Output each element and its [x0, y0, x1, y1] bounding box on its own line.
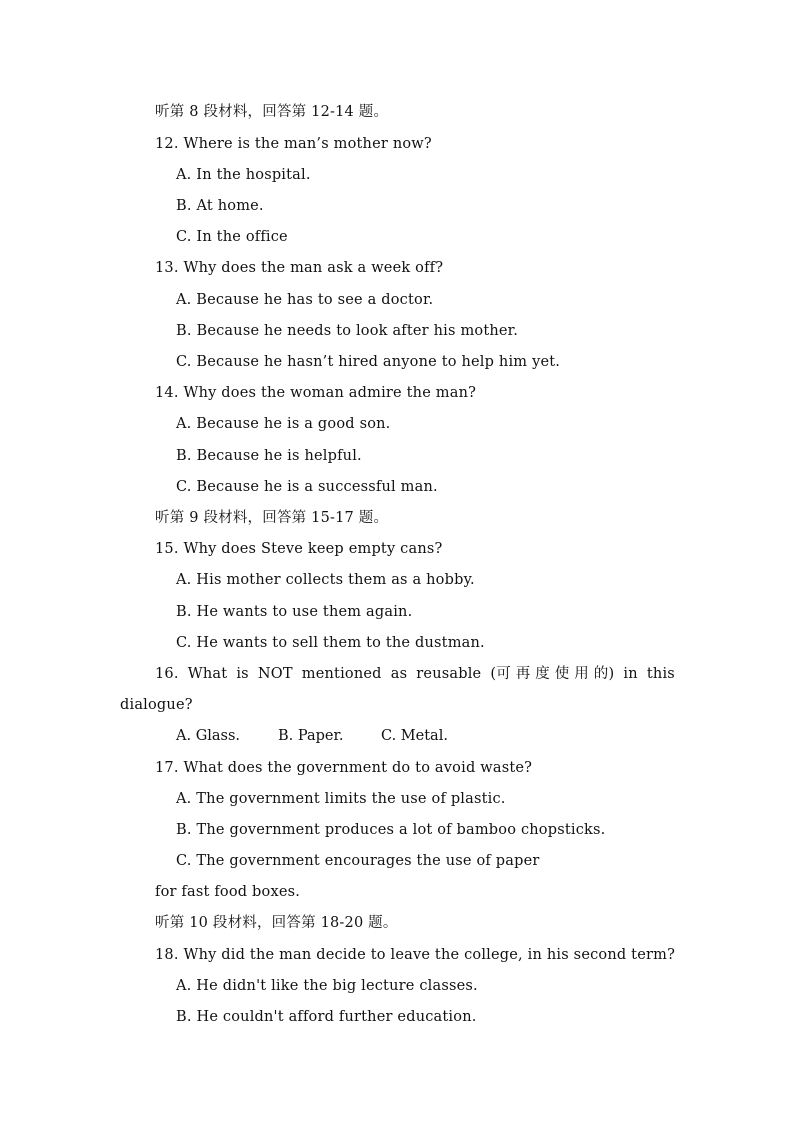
question-16-word: reusable — [416, 666, 482, 682]
option-18-a: A. He didn't like the big lecture classes. — [176, 978, 478, 994]
option-17-c-continuation: for fast food boxes. — [155, 884, 301, 900]
question-16-continuation: dialogue? — [120, 697, 193, 713]
section-heading-9: 听第 9 段材料，回答第 15-17 题。 — [155, 510, 389, 526]
question-16-word: as — [390, 666, 408, 682]
question-17: 17. What does the government do to avoid waste? — [155, 760, 533, 776]
option-16-b: B. Paper. — [278, 728, 344, 744]
option-13-c: C. Because he hasn’t hired anyone to help him yet. — [176, 354, 561, 370]
option-13-b: B. Because he needs to look after his mother. — [176, 323, 519, 339]
question-16-word: mentioned — [301, 666, 382, 682]
question-18: 18. Why did the man decide to leave the college, in his second term? — [155, 947, 676, 963]
question-16-word: NOT — [257, 666, 293, 682]
question-16 — [155, 664, 675, 684]
section-heading-8: 听第 8 段材料，回答第 12-14 题。 — [155, 104, 389, 120]
option-12-c: C. In the office — [176, 229, 288, 245]
question-16-word: this — [646, 666, 675, 682]
option-12-b: B. At home. — [176, 198, 264, 214]
option-14-b: B. Because he is helpful. — [176, 448, 362, 464]
option-12-a: A. In the hospital. — [176, 167, 311, 183]
question-14: 14. Why does the woman admire the man? — [155, 385, 477, 401]
question-16-gloss: (可 再 度 使 用 的) — [490, 666, 615, 682]
option-13-a: A. Because he has to see a doctor. — [176, 292, 434, 308]
question-15: 15. Why does Steve keep empty cans? — [155, 541, 443, 557]
question-16-word: What — [187, 666, 228, 682]
option-14-a: A. Because he is a good son. — [176, 416, 391, 432]
question-16-word: 16. — [155, 666, 179, 682]
option-16-c: C. Metal. — [381, 728, 448, 744]
question-12: 12. Where is the man’s mother now? — [155, 136, 432, 152]
option-16-a: A. Glass. — [176, 728, 241, 744]
section-heading-10: 听第 10 段材料，回答第 18-20 题。 — [155, 915, 398, 931]
question-16-word: is — [236, 666, 249, 682]
option-15-b: B. He wants to use them again. — [176, 604, 413, 620]
option-17-b: B. The government produces a lot of bamboo chopsticks. — [176, 822, 606, 838]
question-13: 13. Why does the man ask a week off? — [155, 260, 444, 276]
option-14-c: C. Because he is a successful man. — [176, 479, 438, 495]
option-15-c: C. He wants to sell them to the dustman. — [176, 635, 485, 651]
option-15-a: A. His mother collects them as a hobby. — [176, 572, 475, 588]
option-18-b: B. He couldn't afford further education. — [176, 1009, 477, 1025]
option-17-c: C. The government encourages the use of paper — [176, 853, 540, 869]
option-17-a: A. The government limits the use of plastic. — [176, 791, 506, 807]
question-16-word: in — [623, 666, 638, 682]
